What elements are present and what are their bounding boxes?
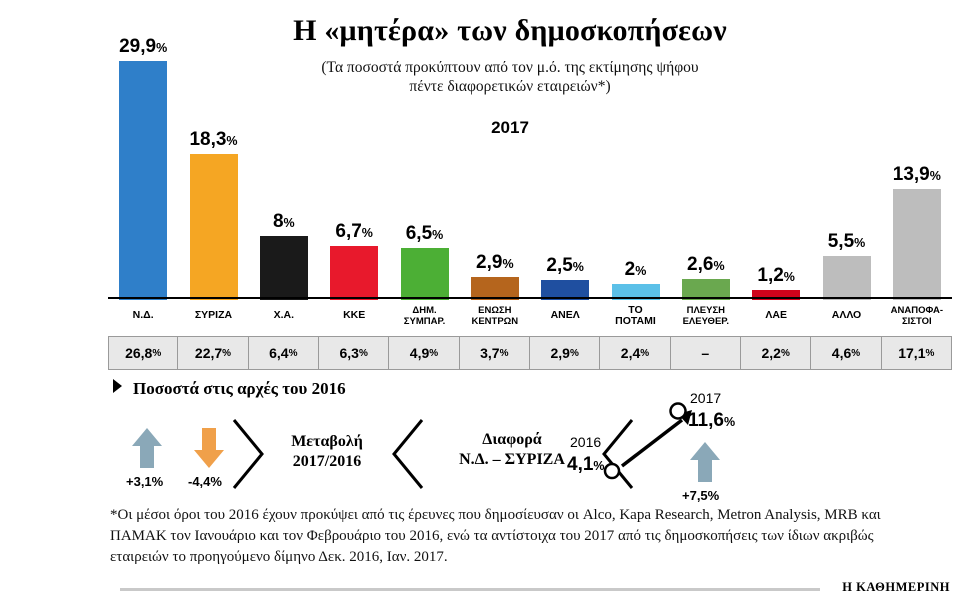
bar-column (602, 259, 670, 300)
arrow-up-icon (130, 426, 164, 470)
subtitle-line-1: (Τα ποσοστά προκύπτουν από τον μ.ό. της εκτίμησης ψήφου (321, 59, 699, 76)
brand-label: Η ΚΑΘΗΜΕΡΙΝΗ (842, 580, 950, 594)
bar-column (180, 129, 248, 300)
category-label: Χ.Α. (273, 309, 295, 322)
bar-value-label: 2,9% (476, 251, 514, 273)
bar-value-label: 29,9% (119, 35, 168, 57)
diff-value-2017-number: 11,6 (688, 410, 724, 431)
bar-column (250, 211, 318, 300)
bar-value-label: 5,5% (827, 231, 866, 252)
bar-value-label: 8% (272, 211, 295, 232)
bar-value-label: 6,5% (405, 223, 444, 244)
page-title: Η «μητέρα» των δημοσκοπήσεων (293, 14, 727, 47)
strip-title: Ποσοστά στις αρχές του 2016 (133, 379, 346, 398)
bar-column (461, 252, 529, 300)
bar-column (883, 164, 951, 300)
category-label: ΤΟ ΠΟΤΑΜΙ (615, 303, 656, 327)
bar-value-label: 2% (624, 259, 647, 280)
bar (823, 256, 871, 300)
bar (119, 61, 167, 300)
bar-value-label: 18,3% (189, 128, 238, 150)
arrow-down-icon (192, 426, 226, 470)
bar (401, 248, 449, 300)
bar-value-label: 6,7% (335, 221, 373, 243)
bar-value-label: 2,5% (546, 255, 584, 276)
change-label (252, 432, 402, 472)
category-label: ΑΝΕΛ (550, 309, 580, 322)
prev-year-cell: 22,7 % (178, 337, 248, 369)
category-label: ΠΛΕΥΣΗ ΕΛΕΥΘΕΡ. (682, 304, 730, 327)
category-labels-row (108, 299, 952, 333)
category-label: Ν.Δ. (132, 309, 154, 322)
bar-value-label: 13,9% (892, 163, 941, 185)
diff-year-2016: 2016 (570, 434, 602, 450)
diff-value-2017 (688, 410, 735, 432)
footer-divider (120, 588, 820, 591)
diff-value-2016-number: 4,1 (567, 454, 594, 475)
bar-value-label: 1,2% (757, 265, 795, 287)
bar-column (742, 265, 810, 300)
diff-value-2016 (567, 454, 605, 476)
analysis-block (100, 390, 960, 508)
difference-label-line-2: Ν.Δ. – ΣΥΡΙΖΑ (459, 451, 565, 468)
prev-year-cell: 3,7 % (460, 337, 530, 369)
bar-column (813, 231, 881, 300)
bar-column (672, 254, 740, 300)
bar-chart (108, 0, 952, 300)
prev-year-cell: 6,3 % (319, 337, 389, 369)
change-down-value: -4,4% (188, 474, 222, 489)
change-label-line-2: 2017/2016 (292, 453, 362, 470)
chevron-left-bracket-icon (390, 416, 426, 492)
prev-year-cell: 26,8 % (108, 337, 178, 369)
prev-year-cell: 17,1 % (882, 337, 952, 369)
chart-year-label: 2017 (491, 118, 529, 137)
prev-year-cell: 4,6 % (811, 337, 881, 369)
difference-label-line-1: Διαφορά (482, 431, 542, 448)
percent-symbol-2: % (723, 415, 736, 429)
bar-column (109, 36, 177, 300)
diff-year-2017: 2017 (690, 390, 722, 406)
prev-year-values-row (108, 336, 952, 370)
prev-year-cell: 2,9 % (530, 337, 600, 369)
category-label: ΛΑΕ (765, 309, 787, 322)
bar (330, 246, 378, 300)
triangle-marker-icon (113, 379, 122, 393)
prev-year-cell: 4,9 % (389, 337, 459, 369)
bar (893, 189, 941, 300)
bar-value-label: 2,6% (687, 254, 725, 276)
category-label: ΕΝΩΣΗ ΚΕΝΤΡΩΝ (471, 304, 519, 327)
prev-year-cell: 2,2 % (741, 337, 811, 369)
footnote: *Οι μέσοι όροι του 2016 έχουν προκύψει από τις έρευνες που δημοσίευσαν οι Alco, Kapa Research, Metron Analysis, MRB και ΠΑΜΑΚ τον Ιανουάριο και τον Φεβρουάριο του 2016, ενώ τα αντίστοιχα του 2017 από τις δημοσκοπήσεις των ίδιων ακριβώς εταιρειών το προηγούμενο δίμηνο Δεκ. 2016, Ιαν. 2017. (110, 507, 881, 565)
change-up-value: +3,1% (126, 474, 164, 489)
bar (260, 236, 308, 300)
bar (190, 154, 238, 300)
prev-year-cell: 2,4 % (600, 337, 670, 369)
bar-column (391, 223, 459, 300)
category-label: ΔΗΜ. ΣΥΜΠΑΡ. (403, 304, 446, 327)
category-label: ΑΝΑΠΟΦΑ-ΣΙΣΤΟΙ (890, 304, 944, 327)
category-label: ΚΚΕ (343, 309, 366, 322)
arrow-up-icon-2 (688, 440, 722, 484)
category-label: ΑΛΛΟ (831, 309, 862, 322)
subtitle-line-2: πέντε διαφορετικών εταιρειών*) (409, 78, 611, 95)
category-label: ΣΥΡΙΖΑ (194, 309, 233, 322)
bar-column (531, 255, 599, 300)
diff-up-value: +7,5% (682, 488, 720, 503)
percent-symbol: % (593, 459, 605, 473)
change-label-line-1: Μεταβολή (291, 433, 363, 450)
prev-year-cell: – (671, 337, 741, 369)
prev-year-cell: 6,4 % (249, 337, 319, 369)
bar-column (320, 221, 388, 300)
